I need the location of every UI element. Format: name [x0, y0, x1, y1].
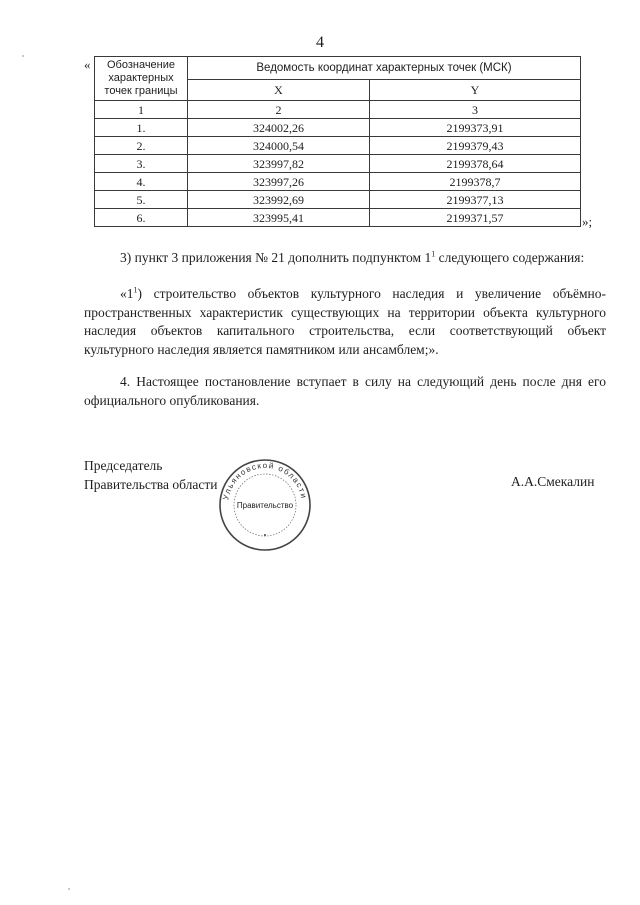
header-title: Ведомость координат характерных точек (МСК) [188, 57, 581, 80]
paragraph-item-3 [84, 249, 606, 268]
index-cell: 1 [95, 101, 188, 119]
seal-center-text: Правительство [236, 501, 294, 510]
paragraph-text: следующего содержания: [435, 250, 585, 265]
paragraph-text: 3) пункт 3 приложения № 21 дополнить подпунктом 1 [120, 250, 432, 265]
index-cell: 3 [370, 101, 581, 119]
y-value: 2199378,7 [370, 173, 581, 191]
y-value: 2199377,13 [370, 191, 581, 209]
x-value: 323992,69 [188, 191, 370, 209]
x-value: 323995,41 [188, 209, 370, 227]
header-col-x: X [188, 79, 370, 100]
table-row [95, 191, 581, 209]
official-seal [215, 455, 315, 555]
x-value: 323997,82 [188, 155, 370, 173]
table-row [95, 173, 581, 191]
quote-close-mark: »; [582, 214, 593, 229]
table-row [95, 137, 581, 155]
table-row [95, 119, 581, 137]
table-index-row [95, 101, 581, 119]
paragraph-quoted-subitem [84, 285, 606, 359]
table-header-row [95, 57, 581, 80]
x-value: 324002,26 [188, 119, 370, 137]
quote-open-mark: « [84, 57, 91, 72]
y-value: 2199379,43 [370, 137, 581, 155]
point-number: 2. [95, 137, 188, 155]
signer-title-line1: Председатель [84, 458, 163, 473]
header-point-label: Обозначение характерных точек границы [95, 57, 188, 101]
coordinates-table [94, 56, 581, 227]
point-number: 3. [95, 155, 188, 173]
scan-speck [68, 888, 70, 890]
superscript: 1 [431, 249, 436, 259]
x-value: 324000,54 [188, 137, 370, 155]
page-number: 4 [316, 34, 324, 51]
header-col-y: Y [370, 79, 581, 100]
table-row [95, 155, 581, 173]
y-value: 2199371,57 [370, 209, 581, 227]
scan-speck [22, 55, 24, 57]
signer-name: А.А.Смекалин [511, 474, 595, 489]
paragraph-item-4 [84, 373, 606, 410]
y-value: 2199373,91 [370, 119, 581, 137]
paragraph-text: 4. Настоящее постановление вступает в силу на следующий день после дня его официального опубликования. [84, 374, 606, 408]
seal-ring-text: Ульяновской области [221, 460, 309, 501]
signer-title [84, 456, 217, 494]
superscript: 1 [133, 285, 138, 295]
x-value: 323997,26 [188, 173, 370, 191]
point-number: 4. [95, 173, 188, 191]
table-row [95, 209, 581, 227]
point-number: 6. [95, 209, 188, 227]
signer-title-line2: Правительства области [84, 477, 218, 492]
paragraph-text: ) строительство объектов культурного наследия и увеличение объёмно-пространственных характеристик существующих на территории объекта культурного наследия объектов капитального строительства, если соответствующий объект культурного наследия является памятником или ансамблем;». [84, 286, 606, 357]
index-cell: 2 [188, 101, 370, 119]
svg-text:Ульяновской области [221, 461, 308, 501]
point-number: 5. [95, 191, 188, 209]
paragraph-text: «1 [120, 286, 134, 301]
y-value: 2199378,64 [370, 155, 581, 173]
point-number: 1. [95, 119, 188, 137]
